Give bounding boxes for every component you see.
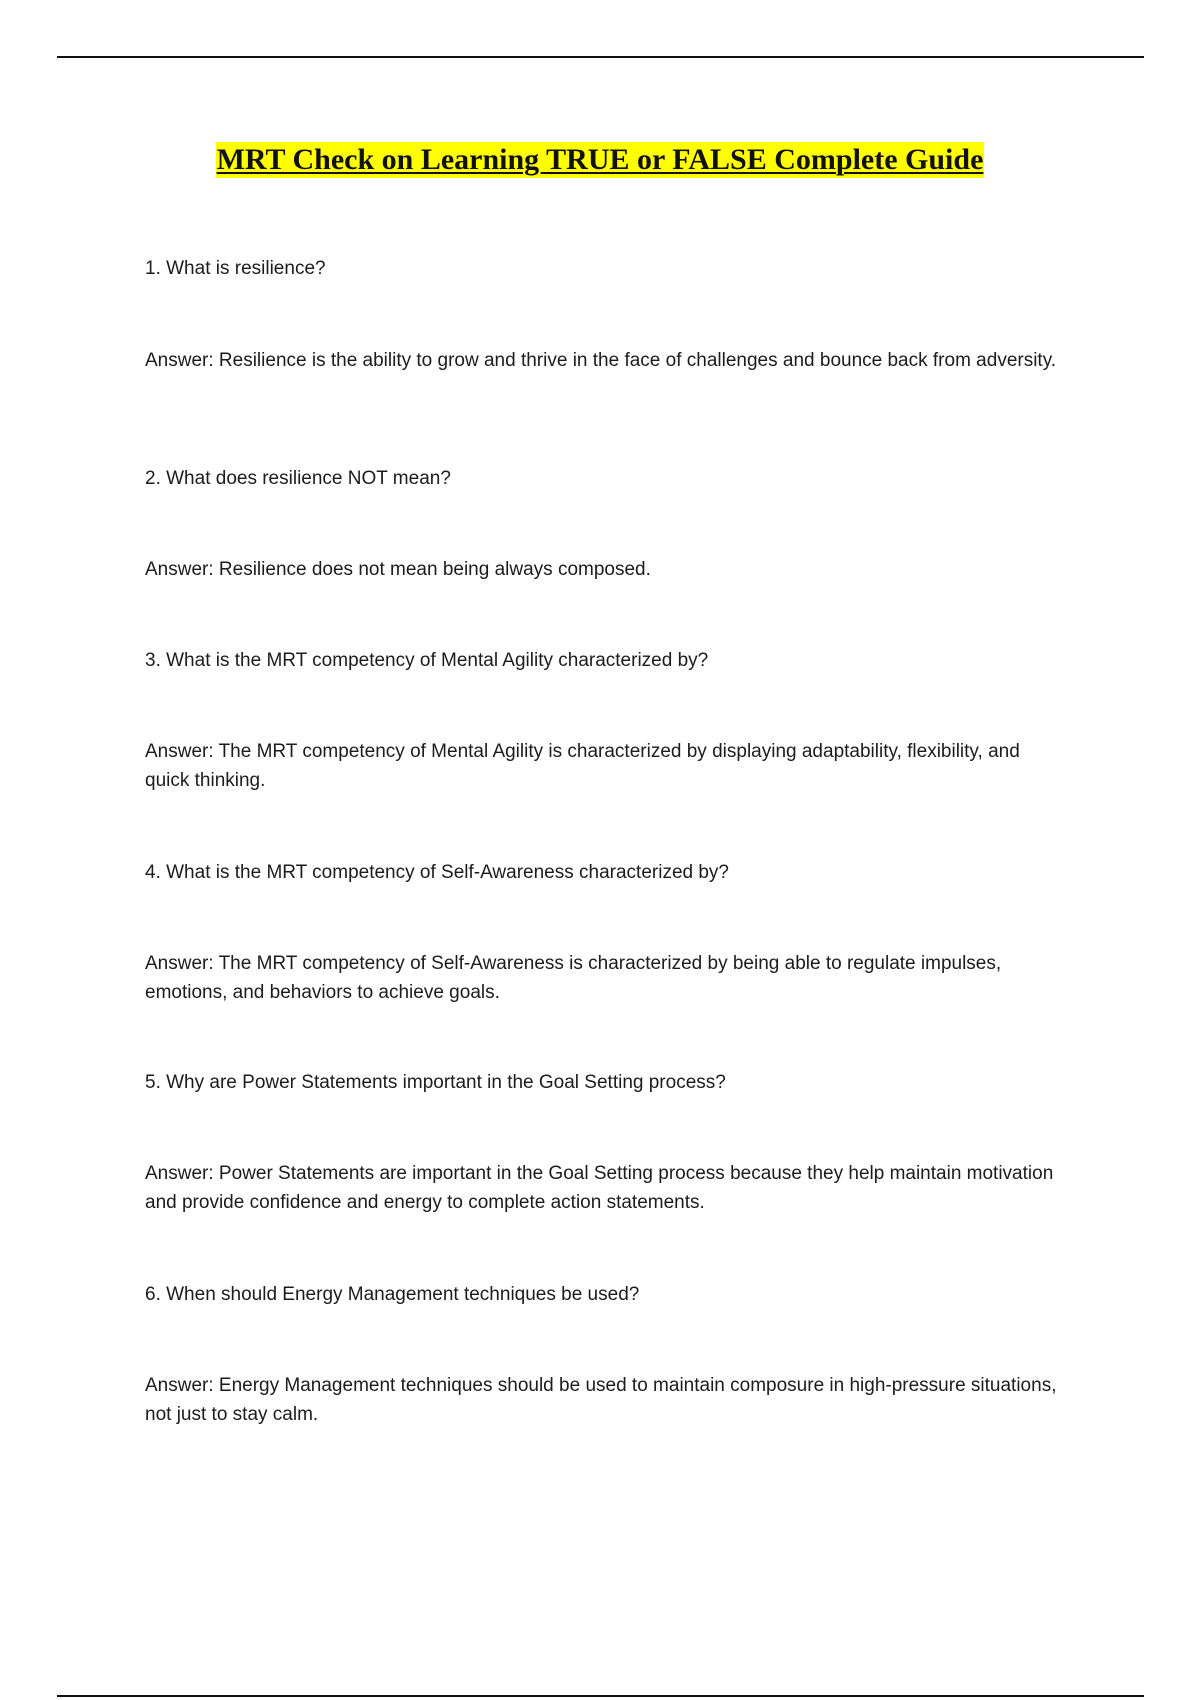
answer-label: Answer: (145, 1375, 214, 1396)
question-3: 3. What is the MRT competency of Mental Agility characterized by? (145, 650, 709, 671)
answer-text: The MRT competency of Self-Awareness is characterized by being able to regulate impulses, emotions, and behaviors to achieve goals. (145, 953, 1002, 1003)
question-6: 6. When should Energy Management techniques be used? (145, 1284, 640, 1305)
question-5: 5. Why are Power Statements important in the Goal Setting process? (145, 1072, 726, 1093)
answer-1 (145, 346, 1065, 375)
answer-6 (145, 1371, 1065, 1429)
answer-5 (145, 1159, 1065, 1217)
title-container (0, 142, 1200, 178)
answer-text: Energy Management techniques should be used to maintain composure in high-pressure situations, not just to stay calm. (145, 1375, 1057, 1425)
answer-3 (145, 737, 1065, 795)
answer-label: Answer: (145, 559, 214, 580)
answer-label: Answer: (145, 953, 214, 974)
answer-label: Answer: (145, 741, 214, 762)
answer-text: Resilience does not mean being always composed. (218, 559, 651, 580)
answer-label: Answer: (145, 1163, 214, 1184)
answer-2 (145, 555, 1065, 584)
question-2: 2. What does resilience NOT mean? (145, 468, 451, 489)
answer-text: The MRT competency of Mental Agility is characterized by displaying adaptability, flexibility, and quick thinking. (145, 741, 1020, 791)
answer-text: Power Statements are important in the Goal Setting process because they help maintain motivation and provide confidence and energy to complete action statements. (145, 1163, 1054, 1213)
document-title: MRT Check on Learning TRUE or FALSE Complete Guide (216, 143, 984, 176)
answer-text: Resilience is the ability to grow and thrive in the face of challenges and bounce back from adversity. (218, 350, 1057, 371)
question-4: 4. What is the MRT competency of Self-Awareness characterized by? (145, 862, 729, 883)
answer-4 (145, 949, 1065, 1007)
bottom-divider (57, 1695, 1144, 1697)
question-1: 1. What is resilience? (145, 258, 326, 279)
top-divider (57, 56, 1144, 58)
answer-label: Answer: (145, 350, 214, 371)
